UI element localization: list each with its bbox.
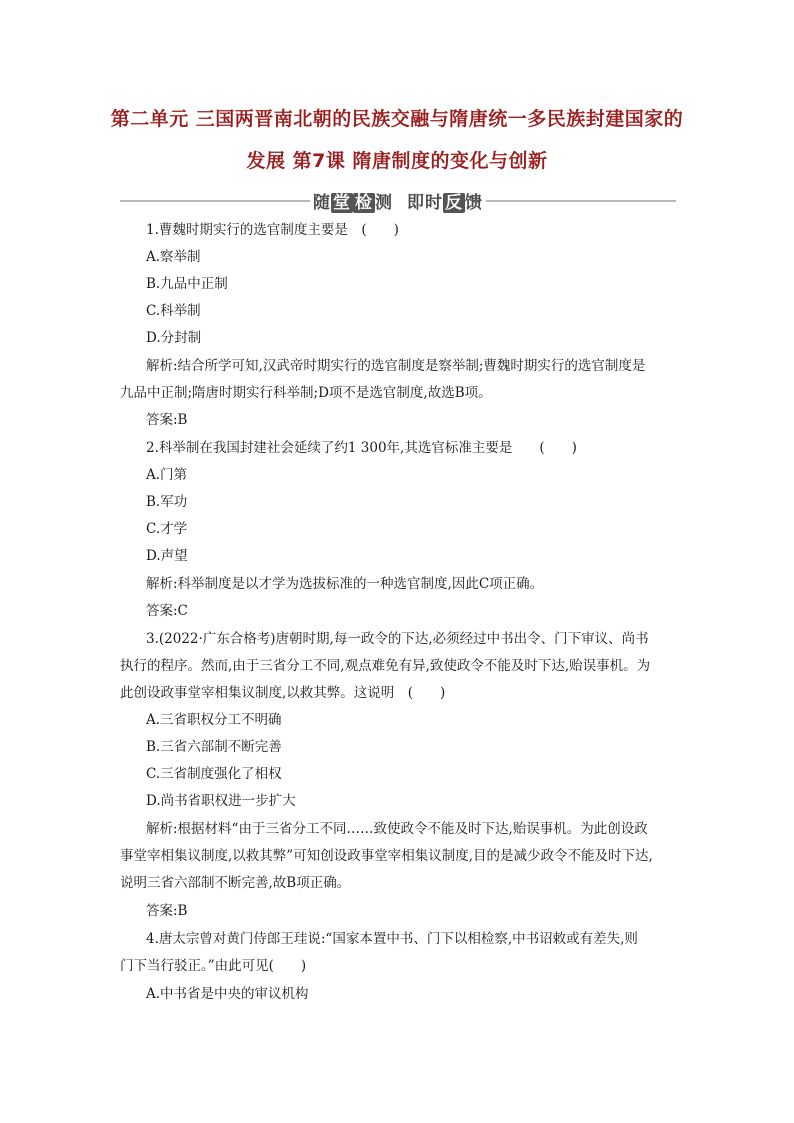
section-divider-left — [120, 200, 310, 202]
question-1-option-a: A.察举制 — [146, 249, 201, 265]
question-2-option-d: D.声望 — [146, 548, 188, 564]
question-2-option-c: C.才学 — [146, 521, 188, 537]
question-3-stem-line-2: 执行的程序。然而,由于三省分工不同,观点难免有异,致使政令不能及时下达,贻误事机。为 — [120, 658, 651, 674]
question-2-answer: 答案:C — [146, 603, 188, 619]
question-1-option-d: D.分封制 — [146, 330, 202, 346]
section-header — [120, 188, 676, 214]
question-3-option-b: B.三省六部制不断完善 — [146, 739, 282, 755]
section-char: 测 — [375, 193, 393, 213]
question-1-analysis-line-1: 解析:结合所学可知,汉武帝时期实行的选官制度是察举制;曹魏时期实行的选官制度是 — [146, 358, 646, 374]
section-char-highlight: 反 — [445, 193, 463, 213]
question-4-stem-line-2: 门下当行驳正。”由此可见( ) — [120, 958, 307, 974]
question-2-analysis-line-1: 解析:科举制度是以才学为选拔标准的一种选官制度,因此C项正确。 — [146, 576, 544, 592]
section-header-label — [310, 188, 486, 213]
question-3-answer: 答案:B — [146, 903, 188, 919]
question-4-stem-line-1: 4.唐太宗曾对黄门侍郎王珪说:“国家本置中书、门下以相检察,中书诏敕或有差失,则 — [146, 931, 638, 947]
question-1-analysis-line-2: 九品中正制;隋唐时期实行科举制;D项不是选官制度,故选B项。 — [120, 385, 492, 401]
question-3-option-c: C.三省制度强化了相权 — [146, 766, 282, 782]
section-divider-right — [486, 200, 676, 202]
question-3-option-d: D.尚书省职权进一步扩大 — [146, 793, 296, 809]
question-4-option-a: A.中书省是中央的审议机构 — [146, 986, 309, 1002]
question-1-option-c: C.科举制 — [146, 303, 201, 319]
question-3-analysis-line-3: 说明三省六部制不断完善,故B项正确。 — [120, 875, 351, 891]
question-3-analysis-line-2: 事堂宰相集议制度,以救其弊”可知创设政事堂宰相集议制度,目的是减少政令不能及时下达, — [120, 848, 653, 864]
question-3-stem-line-1: 3.(2022·广东合格考)唐朝时期,每一政令的下达,必须经过中书出令、门下审议、尚书 — [146, 631, 649, 647]
question-3-analysis-line-1: 解析:根据材料“由于三省分工不同……致使政令不能及时下达,贻误事机。为此创设政 — [146, 821, 648, 837]
question-1-answer: 答案:B — [146, 412, 188, 428]
document-title-line-1: 第二单元 三国两晋南北朝的民族交融与隋唐统一多民族封建国家的 — [110, 108, 684, 130]
section-char-highlight: 检 — [355, 193, 373, 213]
question-2-stem: 2.科举制在我国封建社会延续了约1 300年,其选官标准主要是 ( ) — [146, 440, 577, 456]
question-1-option-b: B.九品中正制 — [146, 276, 228, 292]
question-2-option-a: A.门第 — [146, 467, 188, 483]
section-char: 即时 — [407, 193, 443, 213]
question-3-stem-line-3: 此创设政事堂宰相集议制度,以救其弊。这说明 ( ) — [120, 685, 446, 701]
question-3-option-a: A.三省职权分工不明确 — [146, 712, 282, 728]
document-title-line-2: 发展 第7课 隋唐制度的变化与创新 — [246, 150, 548, 172]
question-2-option-b: B.军功 — [146, 494, 188, 510]
section-char-highlight: 堂 — [333, 193, 351, 213]
section-char: 随 — [313, 193, 331, 213]
section-char: 馈 — [465, 193, 483, 213]
question-1-stem: 1.曹魏时期实行的选官制度主要是 ( ) — [146, 222, 399, 238]
